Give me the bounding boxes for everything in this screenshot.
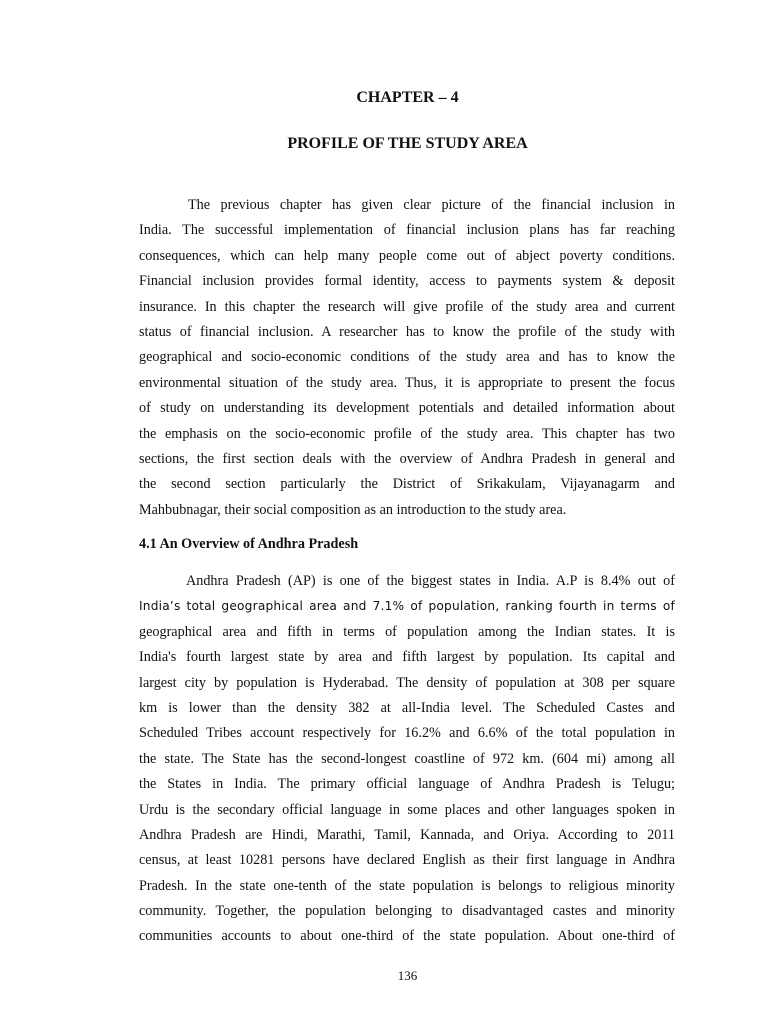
paragraph-line: India's fourth largest state by area and fifth largest by population. Its capital and bbox=[139, 649, 675, 666]
paragraph-line: census, at least 10281 persons have declared English as their first language in Andhra bbox=[139, 852, 675, 869]
section-heading: 4.1 An Overview of Andhra Pradesh bbox=[139, 536, 359, 552]
paragraph-line: the second section particularly the District of Srikakulam, Vijayanagarm and bbox=[139, 476, 675, 493]
page-number: 136 bbox=[397, 968, 418, 983]
paragraph-line: Andhra Pradesh are Hindi, Marathi, Tamil, Kannada, and Oriya. According to 2011 bbox=[139, 826, 675, 843]
paragraph-line: largest city by population is Hyderabad. The density of population at 308 per square bbox=[139, 674, 675, 691]
paragraph-line: India. The successful implementation of financial inclusion plans has far reaching bbox=[139, 222, 675, 239]
paragraph-line: Scheduled Tribes account respectively for 16.2% and 6.6% of the total population in bbox=[139, 725, 675, 742]
intro-paragraph bbox=[139, 193, 675, 523]
paragraph-line: Financial inclusion provides formal identity, access to payments system & deposit bbox=[139, 273, 675, 290]
paragraph-line: status of financial inclusion. A researcher has to know the profile of the study with bbox=[139, 323, 675, 340]
paragraph-line: environmental situation of the study area. Thus, it is appropriate to present the focus bbox=[139, 374, 675, 391]
paragraph-line: Urdu is the secondary official language in some places and other languages spoken in bbox=[139, 801, 675, 818]
paragraph-line: sections, the first section deals with the overview of Andhra Pradesh in general and bbox=[139, 450, 675, 467]
paragraph-line: Mahbubnagar, their social composition as an introduction to the study area. bbox=[139, 501, 567, 518]
chapter-label: CHAPTER – 4 bbox=[356, 89, 459, 106]
paragraph-line: communities accounts to about one-third of the state population. About one-third of bbox=[139, 928, 675, 945]
paragraph-line: km is lower than the density 382 at all-India level. The Scheduled Castes and bbox=[139, 699, 675, 716]
paragraph-line: Andhra Pradesh (AP) is one of the biggest states in India. A.P is 8.4% out of bbox=[186, 573, 675, 589]
paragraph-line: geographical area and fifth in terms of population among the Indian states. It is bbox=[139, 623, 675, 640]
paragraph-line: insurance. In this chapter the research will give profile of the study area and current bbox=[139, 298, 675, 315]
paragraph-line: the States in India. The primary official language of Andhra Pradesh is Telugu; bbox=[139, 776, 675, 793]
paragraph-line: of study on understanding its development potentials and detailed information about bbox=[139, 400, 675, 417]
paragraph-line: The previous chapter has given clear picture of the financial inclusion in bbox=[188, 197, 675, 213]
section-paragraph bbox=[139, 569, 675, 950]
paragraph-line: geographical and socio-economic conditions of the study area and has to know the bbox=[139, 349, 675, 366]
chapter-title: PROFILE OF THE STUDY AREA bbox=[287, 135, 528, 152]
paragraph-line: India’s total geographical area and 7.1% of population, ranking fourth in terms of bbox=[139, 599, 675, 614]
paragraph-line: the emphasis on the socio-economic profile of the study area. This chapter has two bbox=[139, 425, 675, 442]
paragraph-line: community. Together, the population belonging to disadvantaged castes and minority bbox=[139, 903, 675, 920]
paragraph-line: consequences, which can help many people come out of abject poverty conditions. bbox=[139, 247, 675, 264]
paragraph-line: the state. The State has the second-longest coastline of 972 km. (604 mi) among all bbox=[139, 750, 675, 767]
paragraph-line: Pradesh. In the state one-tenth of the state population is belongs to religious minority bbox=[139, 877, 675, 894]
